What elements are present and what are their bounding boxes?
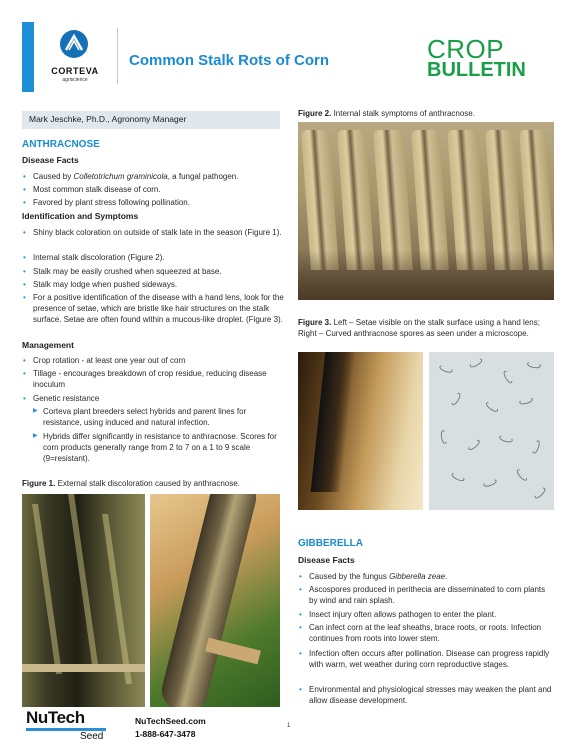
- bullet-icon: •: [23, 356, 26, 365]
- bullet-icon: •: [299, 649, 302, 658]
- bullet-icon: •: [23, 267, 26, 276]
- list-item: • Tillage - encourages breakdown of crop residue, reducing disease inoculum: [23, 369, 267, 389]
- document-title: Common Stalk Rots of Corn: [129, 52, 330, 69]
- arrow-bullet-icon: ▶: [33, 433, 38, 439]
- bullet-icon: •: [299, 610, 302, 619]
- crop-label: CROP: [427, 34, 505, 64]
- bullet-icon: •: [23, 172, 26, 181]
- footer-phone: 1-888-647-3478: [135, 729, 196, 739]
- bullet-icon: •: [23, 280, 26, 289]
- list-item: • Can infect corn at the leaf sheaths, brace roots, or roots. Infection continues from roots into lower stem.: [299, 623, 542, 643]
- list-item: • Caused by the fungus Gibberella zeae.: [299, 572, 448, 581]
- list-item: • Ascospores produced in perithecia are disseminated to corn plants by wind and rain splash.: [299, 585, 546, 605]
- page-number: 1: [287, 723, 291, 729]
- bullet-icon: •: [23, 369, 26, 378]
- footer-url: NuTechSeed.com: [135, 716, 206, 726]
- nutech-logo: NuTech: [26, 708, 85, 727]
- bullet-icon: •: [299, 685, 302, 694]
- corteva-emblem-icon: [60, 30, 88, 58]
- figure3-setae-photo: [298, 352, 423, 510]
- bullet-icon: •: [299, 585, 302, 594]
- gibberella-title: GIBBERELLA: [298, 538, 363, 549]
- corteva-logo: [44, 28, 106, 92]
- figure1-left-photo: [22, 494, 145, 707]
- identification-heading: Identification and Symptoms: [22, 211, 139, 221]
- list-item: • Caused by Colletotrichum graminicola, a fungal pathogen.: [23, 172, 239, 181]
- bullet-icon: •: [23, 185, 26, 194]
- list-item: • Insect injury often allows pathogen to enter the plant.: [299, 610, 497, 619]
- figure3-caption: Figure 3. Left – Setae visible on the stalk surface using a hand lens; Right – Curved anthracnose spores as seen under a microscope.: [298, 318, 540, 338]
- logo-name: CORTEVA: [51, 66, 99, 76]
- figure2-photo: [298, 122, 554, 300]
- list-item: ▶ Corteva plant breeders select hybrids and parent lines for resistance, using induced and natural infection.: [33, 407, 247, 427]
- list-item: • Stalk may lodge when pushed sideways.: [23, 280, 178, 289]
- figure2-caption: Figure 2. Internal stalk symptoms of anthracnose.: [298, 109, 475, 118]
- author-name: Mark Jeschke, Ph.D., Agronomy Manager: [29, 114, 187, 124]
- list-item: ▶ Hybrids differ significantly in resistance to anthracnose. Scores for corn products generally range from 2 to 7 on a 1 to 9 scale (9=resistant).: [33, 432, 277, 463]
- figure3-spores-photo: [429, 352, 554, 510]
- bullet-icon: •: [23, 198, 26, 207]
- header-accent-bar: [22, 22, 34, 92]
- bullet-icon: •: [23, 293, 26, 302]
- bullet-icon: •: [23, 228, 26, 237]
- list-item: • Shiny black coloration on outside of stalk late in the season (Figure 1).: [23, 228, 282, 237]
- logo-subtitle: agriscience: [62, 77, 88, 83]
- list-item: • Most common stalk disease of corn.: [23, 185, 161, 194]
- list-item: • Favored by plant stress following pollination.: [23, 198, 190, 207]
- list-item: • Environmental and physiological stresses may weaken the plant and allow disease development.: [299, 685, 552, 705]
- bullet-icon: •: [299, 572, 302, 581]
- bullet-icon: •: [23, 394, 26, 403]
- gibberella-disease-facts-heading: Disease Facts: [298, 555, 355, 565]
- nutech-logo-subtitle: Seed: [80, 731, 104, 742]
- figure1-caption: Figure 1. External stalk discoloration caused by anthracnose.: [22, 479, 240, 488]
- bullet-icon: •: [23, 253, 26, 262]
- list-item: • For a positive identification of the disease with a hand lens, look for the presence of setae, which are bristle like hair structures on the stalk surface. Setae are often found within a mucous-like droplet. (Figure 3).: [23, 293, 284, 324]
- list-item: • Crop rotation - at least one year out of corn: [23, 356, 186, 365]
- anthracnose-title: ANTHRACNOSE: [22, 139, 100, 150]
- bullet-icon: •: [299, 623, 302, 632]
- header-divider: [117, 28, 118, 84]
- arrow-bullet-icon: ▶: [33, 408, 38, 414]
- bulletin-label: BULLETIN: [427, 59, 526, 81]
- list-item: • Genetic resistance: [23, 394, 100, 403]
- figure1-right-photo: [150, 494, 280, 707]
- anthracnose-disease-facts-heading: Disease Facts: [22, 155, 79, 165]
- author-box: [22, 111, 280, 129]
- list-item: • Stalk may be easily crushed when squeezed at base.: [23, 267, 222, 276]
- management-heading: Management: [22, 340, 74, 350]
- list-item: • Infection often occurs after pollination. Disease can progress rapidly with warm, wet weather during corn reproductive stages.: [299, 649, 550, 669]
- list-item: • Internal stalk discoloration (Figure 2).: [23, 253, 165, 262]
